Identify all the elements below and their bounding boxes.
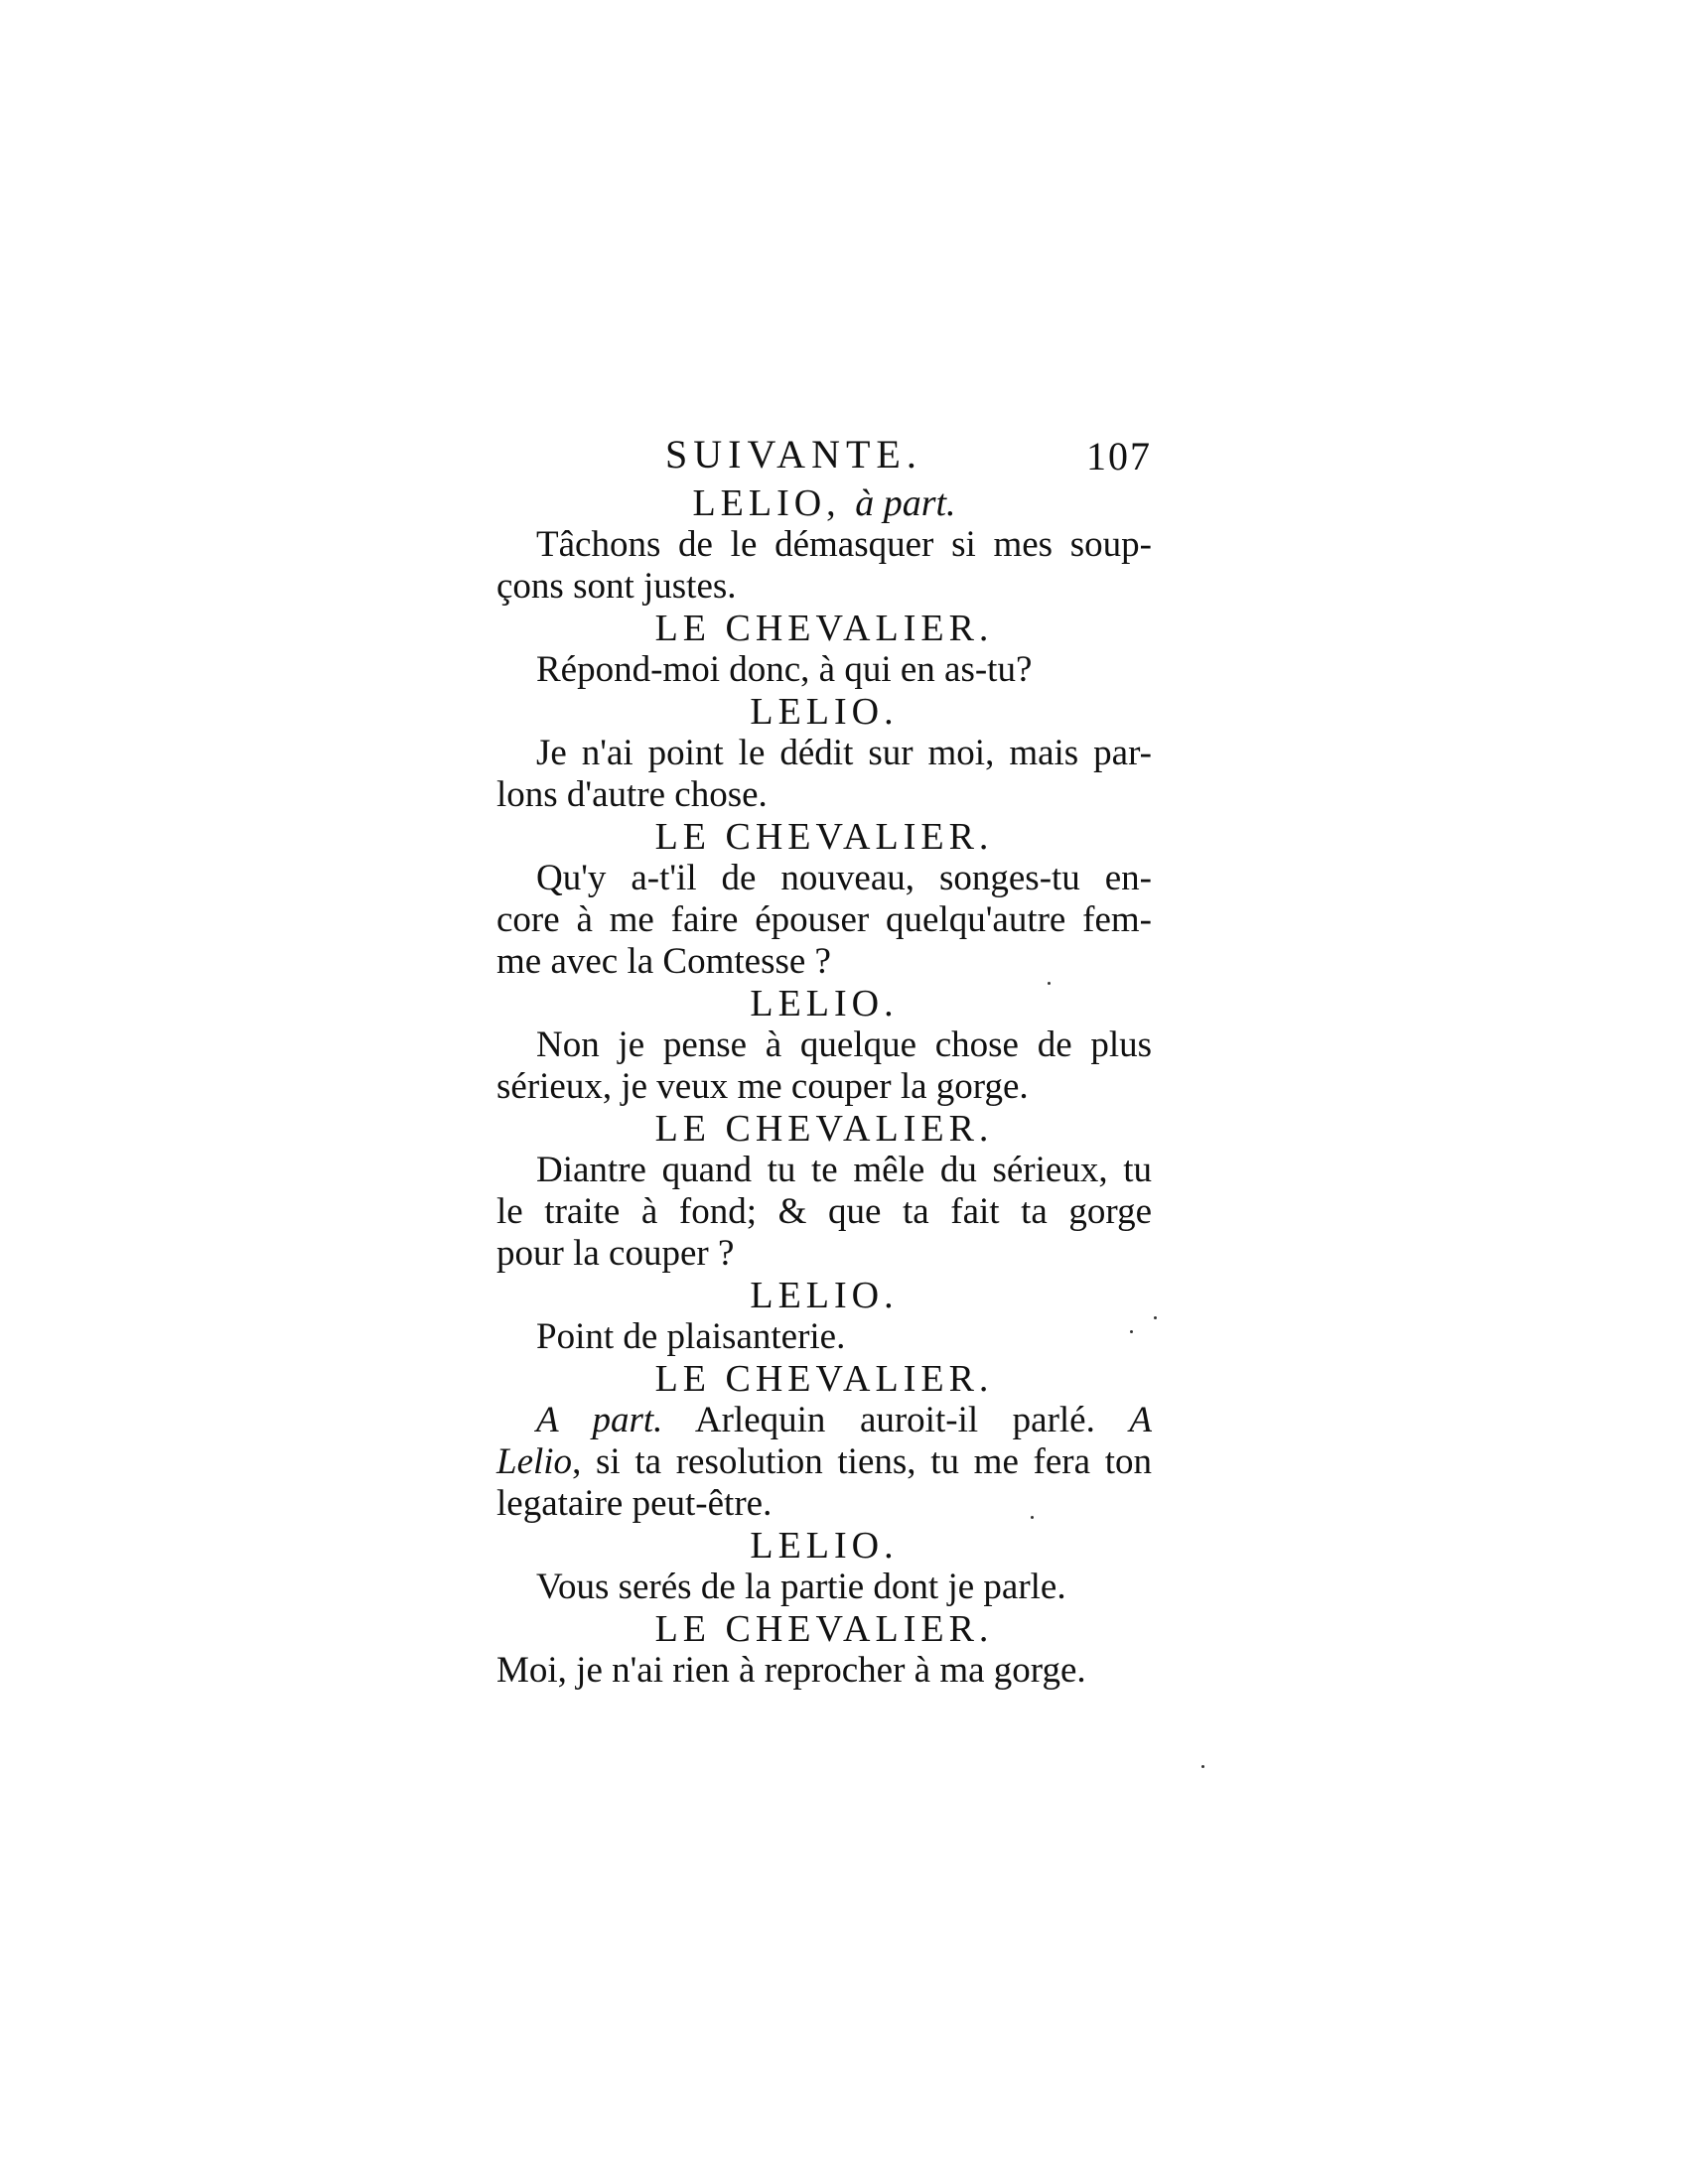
dialogue-line: pour la couper ? [496, 1233, 735, 1274]
dialogue-line: Moi, je n'ai rien à reprocher à ma gorge. [496, 1650, 1086, 1691]
speaker-heading: LE CHEVALIER. [654, 608, 994, 649]
scan-speck [1031, 1516, 1034, 1519]
dialogue-text: , si ta resolution tiens, tu me fera ton [572, 1441, 1152, 1482]
speaker-heading: LE CHEVALIER. [654, 1358, 994, 1400]
speaker-heading: LE CHEVALIER. [654, 1608, 994, 1650]
stage-direction: à part. [855, 482, 956, 524]
stage-direction: A part. [536, 1400, 663, 1440]
scan-speck [1154, 1316, 1157, 1319]
scan-speck [1130, 1330, 1133, 1333]
dialogue-line: legataire peut-être. [496, 1483, 773, 1524]
dialogue-line: lons d'autre chose. [496, 774, 768, 815]
dialogue-line: Point de plaisanterie. [536, 1316, 846, 1357]
dialogue-line: sérieux, je veux me couper la gorge. [496, 1066, 1029, 1107]
dialogue-line: Qu'y a-t'il de nouveau, songes-tu en- [536, 858, 1152, 898]
speaker-heading: LELIO. [750, 983, 899, 1024]
speaker-heading: LE CHEVALIER. [654, 816, 994, 858]
text-block [496, 427, 1152, 1692]
stage-direction: A [1129, 1400, 1152, 1440]
dialogue-line [496, 1441, 1152, 1483]
dialogue-line: Je n'ai point le dédit sur moi, mais par- [536, 733, 1152, 773]
speaker-heading: LE CHEVALIER. [654, 1108, 994, 1150]
speaker-heading: LELIO. [750, 691, 899, 733]
dialogue-line: Répond-moi donc, à qui en as-tu? [536, 649, 1033, 690]
dialogue-line: Diantre quand tu te mêle du sérieux, tu [536, 1150, 1152, 1190]
dialogue-line: Tâchons de le démasquer si mes soup- [536, 524, 1152, 565]
dialogue-line: core à me faire épouser quelqu'autre fem- [496, 899, 1152, 940]
dialogue-line: me avec la Comtesse ? [496, 941, 831, 982]
dialogue-text: Arlequin auroit-il parlé. [694, 1400, 1095, 1440]
stage-direction: Lelio [496, 1441, 573, 1482]
dialogue-line: le traite à fond; & que ta fait ta gorge [496, 1191, 1152, 1232]
dialogue-line [496, 1400, 1152, 1441]
speaker-heading [496, 482, 1152, 524]
scan-speck [1201, 1765, 1204, 1768]
dialogue-line: çons sont justes. [496, 566, 737, 607]
speaker-name: LELIO, [692, 482, 841, 524]
scan-speck [1048, 982, 1051, 985]
running-title: SUIVANTE. [665, 432, 922, 477]
running-head [496, 427, 1152, 482]
dialogue-line: Vous serés de la partie dont je parle. [536, 1567, 1066, 1607]
speaker-heading: LELIO. [750, 1275, 899, 1316]
dialogue-line: Non je pense à quelque chose de plus [536, 1024, 1152, 1065]
speaker-heading: LELIO. [750, 1525, 899, 1567]
page-number: 107 [1086, 434, 1152, 478]
